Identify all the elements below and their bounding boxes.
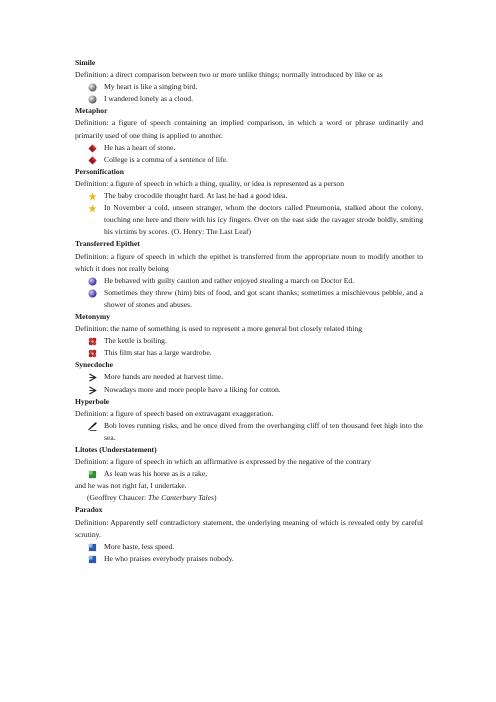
blue-purple-sphere-icon [88,277,97,286]
list-item: More haste, less speed. [75,541,423,553]
definition-metonymy: Definition: the name of something is used to represent a more general but closely related thing [75,324,363,334]
arrowhead-icon [88,386,97,395]
yellow-star-icon [88,204,97,213]
blue-square-icon [88,555,97,564]
red-diamond-icon [88,156,97,165]
term-metonymy: Metonymy [75,311,111,321]
verse-line: and he was not right fat, I undertake. [75,481,187,491]
term-synecdoche: Synecdoche [75,360,113,370]
list-item: He who praises everybody praises nobody. [75,553,423,565]
definition-transferred-epithet: Definition: a figure of speech in which the epithet is transferred from the appropriate noun to modify another to which it does not really belong [75,251,423,273]
list-item: The kettle is boiling. [75,335,423,347]
list-item: As lean was his horse as is a rake, [75,468,423,480]
list-item: College is a comma of a sentence of life. [75,154,423,166]
list-item: He has a heart of stone. [75,142,423,154]
term-metaphor: Metaphor [75,106,108,116]
green-square-icon [88,470,97,479]
term-transferred-epithet: Transferred Epithet [75,239,140,249]
red-flower-icon [88,337,97,346]
definition-simile: Definition: a direct comparison between two or more unlike things; normally introduced by like or as [75,70,383,80]
term-simile: Simile [75,58,96,67]
definition-metaphor: Definition: a figure of speech containing an implied comparison, in which a word or phrase ordinarily and primarily used of one thing is applied to another. [75,118,423,140]
arrowhead-icon [88,373,97,382]
definition-litotes: Definition: a figure of speech in which an affirmative is expressed by the negative of the contrary [75,457,371,467]
list-item: Bob loves running risks, and he once dived from the overhanging cliff of ten thousand feet high into the sea. [75,420,423,444]
list-item: Sometimes they threw (him) bits of food, and got scant thanks; sometimes a mischievous pebble, and a shower of stones and abuses. [75,287,423,311]
definition-personification: Definition: a figure of speech in which a thing, quality, or idea is represented as a person [75,178,344,188]
red-flower-icon [88,349,97,358]
pen-icon [88,422,97,431]
gray-sphere-icon [88,95,97,104]
list-item: He behaved with guilty caution and rather enjoyed stealing a march on Doctor Ed. [75,275,423,287]
term-personification: Personification [75,166,124,176]
citation: (Geoffrey Chaucer: The Canterbury Tales) [87,493,217,503]
document-page [75,57,423,565]
term-paradox: Paradox [75,505,103,515]
list-item: In November a cold, unseen stranger, whom the doctors called Pneumonia, stalked about the colony, touching one here and there with his icy fingers. Over on the east side the ravager strode boldly, smiting his victims by scores. (O. Henry: The Last Leaf) [75,202,423,238]
yellow-star-icon [88,192,97,201]
list-item: More hands are needed at harvest time. [75,371,423,383]
blue-square-icon [88,543,97,552]
list-item: Nowadays more and more people have a liking for cotton. [75,384,423,396]
definition-paradox: Definition: Apparently self contradictory statement, the underlying meaning of which is revealed only by careful scrutiny. [75,517,423,539]
list-item: The baby crocodile thought hard. At last he had a good idea. [75,190,423,202]
list-item: My heart is like a singing bird. [75,81,423,93]
term-litotes: Litotes (Understatement) [75,445,157,454]
gray-sphere-icon [88,83,97,92]
list-item: I wandered lonely as a cloud. [75,93,423,105]
list-item: This film star has a large wardrobe. [75,347,423,359]
red-diamond-icon [88,144,97,153]
blue-purple-sphere-icon [88,289,97,298]
term-hyperbole: Hyperbole [75,396,110,406]
definition-hyperbole: Definition: a figure of speech based on extravagant exaggeration. [75,408,274,418]
